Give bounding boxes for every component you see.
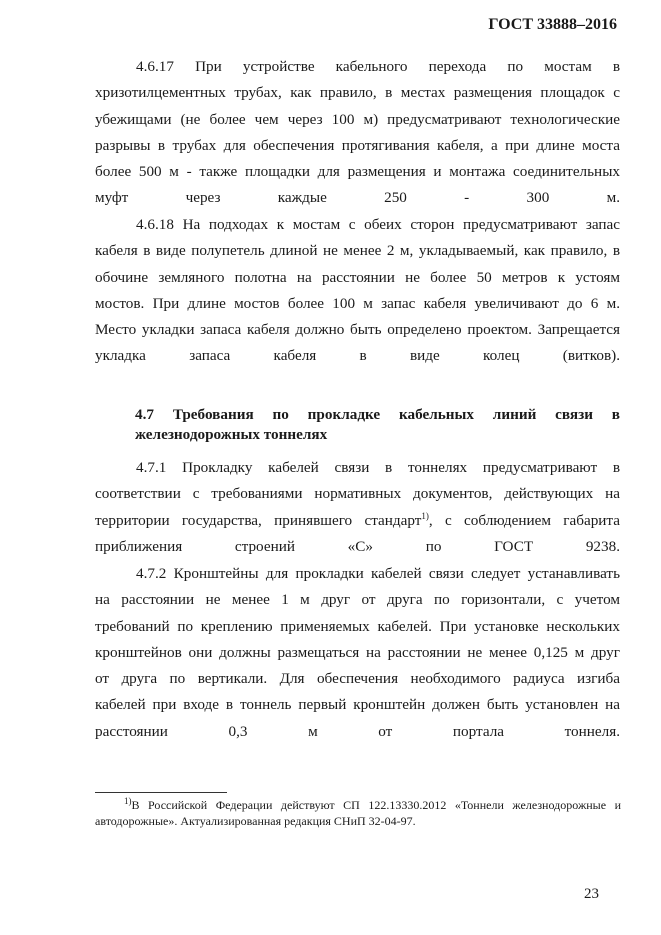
footnote-line: автодорожные». Актуализированная редакция СНиП 32-04-97.: [95, 814, 416, 828]
paragraph-4-6-18: [95, 212, 620, 370]
footnote-divider: [95, 792, 227, 793]
text-line: мостов. При длине мостов более 100 м запас кабеля увеличивают до 6 м.: [95, 294, 620, 312]
text-fragment: территории государства, принявшего стандарт: [95, 511, 422, 529]
text-line: 4.6.17 При устройстве кабельного перехода по мостам в: [136, 58, 620, 75]
text-line: 4.6.18 На подходах к мостам с обеих сторон предусматривают запас: [136, 216, 620, 233]
document-code-header: ГОСТ 33888–2016: [488, 16, 617, 33]
text-line: [95, 508, 620, 534]
heading-line: 4.7 Требования по прокладке кабельных линий связи в: [135, 406, 620, 423]
heading-line: железнодорожных тоннелях: [135, 426, 328, 443]
text-line: кронштейнов они должны размещаться на расстоянии не менее 0,125 м друг: [95, 643, 620, 661]
paragraph-4-6-17: [95, 54, 620, 212]
text-line: 4.7.2 Кронштейны для прокладки кабелей связи следует устанавливать: [136, 565, 620, 582]
text-line: обочине земляного полотна на расстоянии не более 50 метров к устоям: [95, 268, 620, 286]
text-line: муфт через каждые 250 - 300 м.: [95, 189, 620, 207]
text-line: убежищами (не более чем через 100 м) предусматривают технологические: [95, 110, 620, 128]
footnote-text: В Российской Федерации действуют СП 122.13330.2012 «Тоннели железнодорожные и: [131, 798, 621, 812]
text-line: более 500 м - также площадки для размещения и монтажа соединительных: [95, 163, 620, 181]
paragraph-4-7-2: [95, 561, 620, 745]
text-line: на расстоянии не менее 1 м друг от друга по горизонтали, с учетом: [95, 591, 620, 609]
text-line: кабеля в виде полупетель длиной не менее 2 м, укладываемый, как правило, в: [95, 242, 620, 260]
text-line: хризотилцементных трубах, как правило, в местах размещения площадок с: [95, 84, 620, 102]
footnote-reference: 1): [421, 510, 429, 521]
text-line: 4.7.1 Прокладку кабелей связи в тоннелях предусматривают в: [136, 459, 620, 476]
text-line: соответствии с требованиями нормативных документов, действующих на: [95, 485, 620, 503]
footnote-line: [95, 797, 621, 813]
text-line: Место укладки запаса кабеля должно быть определено проектом. Запрещается: [95, 321, 620, 339]
text-line: кабелей при входе в тоннель первый кронштейн должен быть установлен на: [95, 696, 620, 714]
footnote: [95, 797, 621, 829]
text-line: приближения строений «С» по ГОСТ 9238.: [95, 537, 620, 555]
text-fragment: , с соблюдением габарита: [428, 511, 620, 529]
paragraph-4-7-1: [95, 455, 620, 560]
text-line: требований по креплению применяемых кабелей. При установке нескольких: [95, 617, 620, 635]
section-heading-4-7: [135, 405, 620, 445]
text-line: разрывы в трубах для обеспечения протягивания кабеля, а при длине моста: [95, 136, 620, 154]
footnote-mark: 1): [124, 796, 132, 806]
page-number: 23: [584, 886, 599, 902]
text-line: расстоянии 0,3 м от портала тоннеля.: [95, 722, 620, 740]
text-line: укладка запаса кабеля в виде колец (витков).: [95, 347, 620, 365]
text-line: от друга по вертикали. Для обеспечения необходимого радиуса изгиба: [95, 670, 620, 688]
